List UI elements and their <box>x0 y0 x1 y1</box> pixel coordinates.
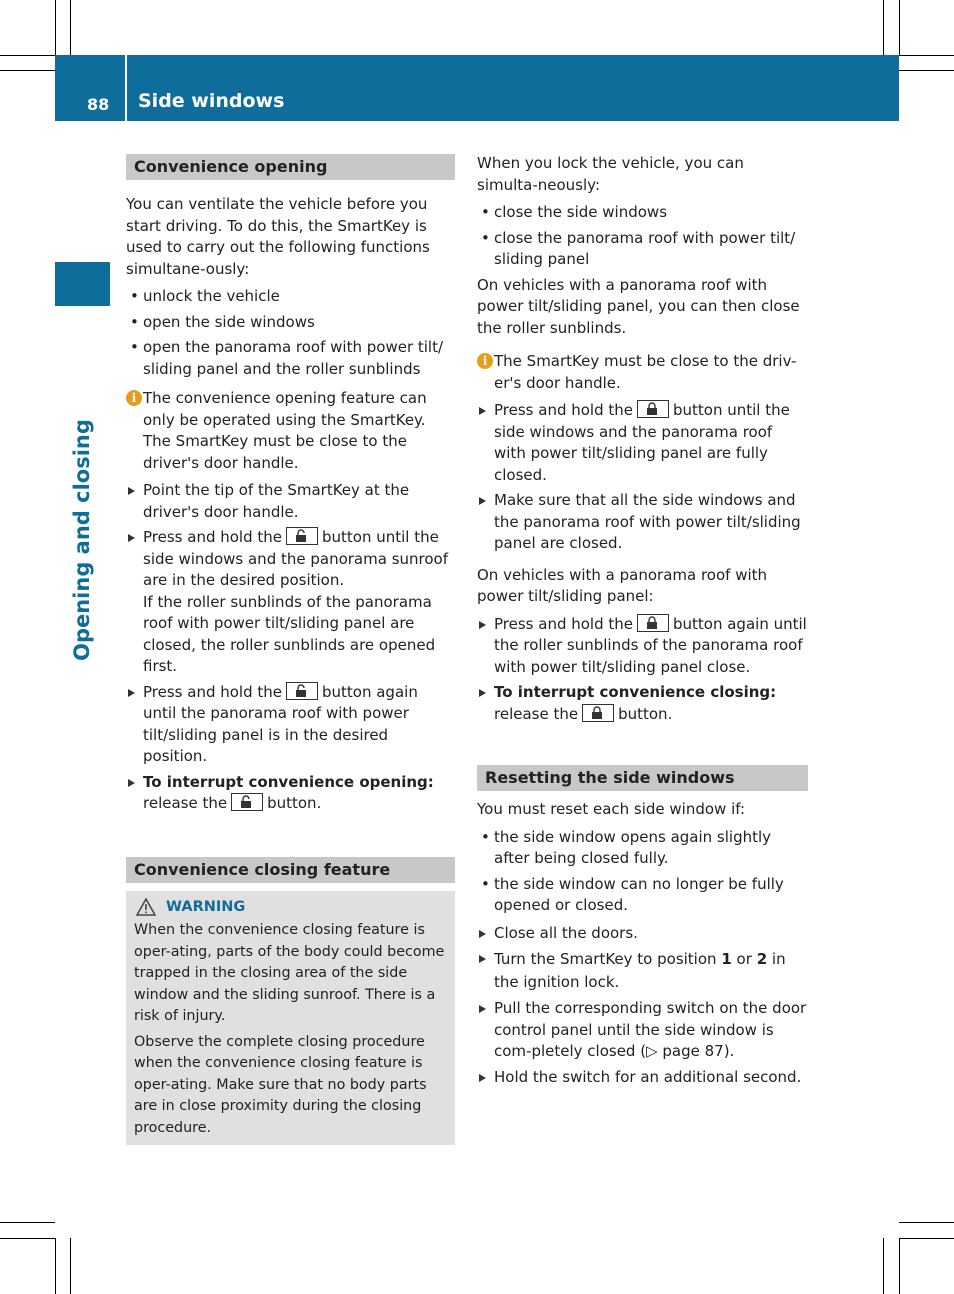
step-text: Make sure that all the side windows and the panorama roof with power tilt/sliding panel are closed. <box>494 491 801 552</box>
unlock-icon <box>231 793 263 811</box>
step-arrow-icon <box>128 779 135 787</box>
lock-icon <box>582 704 614 722</box>
step-item <box>477 1067 808 1089</box>
info-icon: i <box>477 353 493 369</box>
lock-icon <box>637 400 669 418</box>
step-item <box>477 400 808 486</box>
step-text: Point the tip of the SmartKey at the driver's door handle. <box>143 481 410 521</box>
step-text: button. <box>267 794 322 812</box>
info-note <box>477 351 808 394</box>
step-heading: To interrupt convenience opening: <box>143 772 434 791</box>
warning-heading <box>134 897 447 919</box>
step-item <box>126 480 455 523</box>
crop-mark <box>0 55 55 56</box>
step-text: in the ignition lock. <box>494 950 786 991</box>
list-item: • unlock the vehicle <box>126 286 455 308</box>
step-arrow-icon <box>479 407 486 415</box>
step-text: button again until the roller sunblinds of the panorama roof with power tilt/sliding panel close. <box>494 614 807 676</box>
step-item <box>126 682 455 768</box>
section-heading: Convenience closing feature <box>126 857 455 883</box>
crop-mark <box>70 1238 71 1294</box>
step-item <box>477 923 808 945</box>
crop-mark <box>899 1238 900 1294</box>
step-item <box>477 948 808 994</box>
crop-mark <box>0 1238 55 1239</box>
step-item <box>477 490 808 555</box>
crop-mark <box>899 1238 954 1239</box>
chapter-label: Opening and closing <box>70 419 94 661</box>
step-text: Press and hold the <box>494 401 633 419</box>
page-header <box>55 55 899 121</box>
step-text: button again until the panorama roof with power tilt/sliding panel is in the desired position. <box>143 682 418 765</box>
step-arrow-icon <box>128 534 135 542</box>
crop-mark <box>899 55 954 56</box>
list-item: • the side window opens again slightly after being closed fully. <box>477 827 808 870</box>
step-text: Close all the doors. <box>494 923 638 942</box>
section-heading: Resetting the side windows <box>477 765 808 791</box>
step-arrow-icon <box>479 930 486 938</box>
list-item: • open the panorama roof with power tilt/ sliding panel and the roller sunblinds <box>126 337 455 380</box>
step-text: Press and hold the <box>143 528 282 546</box>
info-icon: i <box>126 390 142 406</box>
paragraph: On vehicles with a panorama roof with power tilt/sliding panel, you can then close the roller sunblinds. <box>477 275 800 337</box>
crop-mark <box>0 1222 55 1223</box>
position-number: 1 <box>721 950 732 968</box>
lock-icon <box>637 614 669 632</box>
page-title: Side windows <box>138 90 285 112</box>
list-item: • the side window can no longer be fully opened or closed. <box>477 874 808 917</box>
step-text: Turn the SmartKey to position <box>494 950 717 968</box>
warning-triangle-icon <box>136 898 156 916</box>
unlock-icon <box>286 527 318 545</box>
paragraph: You must reset each side window if: <box>477 800 746 818</box>
step-arrow-icon <box>128 689 135 697</box>
step-text: Pull the corresponding switch on the door control panel until the side window is com-pletely closed (▷ page 87). <box>494 999 807 1060</box>
step-heading: To interrupt convenience closing: <box>494 683 777 701</box>
step-arrow-icon <box>128 487 135 495</box>
list-item: • close the panorama roof with power tilt/ sliding panel <box>477 228 808 271</box>
paragraph: When you lock the vehicle, you can simulta-neously: <box>477 154 744 194</box>
list-item: • close the side windows <box>477 202 808 224</box>
step-item <box>477 998 808 1063</box>
step-text: button until the side windows and the panorama sunroof are in the desired position. <box>143 528 448 589</box>
step-arrow-icon <box>479 621 486 629</box>
info-text: The SmartKey must be close to the driv-er's door handle. <box>494 352 797 392</box>
step-text: If the roller sunblinds of the panorama roof with power tilt/sliding panel are closed, the roller sunblinds are opened first. <box>143 592 436 675</box>
step-text: Press and hold the <box>494 614 633 633</box>
section-heading: Convenience opening <box>126 154 455 180</box>
warning-box <box>126 891 455 1146</box>
step-item <box>126 772 455 815</box>
position-number: 2 <box>756 950 768 968</box>
crop-mark <box>883 0 884 55</box>
warning-text: Observe the complete closing procedure when the convenience closing feature is oper-ating. Make sure that no body parts are in close proximity during the closing procedure. <box>134 1033 427 1136</box>
paragraph: On vehicles with a panorama roof with power tilt/sliding panel: <box>477 565 768 605</box>
step-arrow-icon <box>479 689 486 697</box>
step-text: Hold the switch for an additional second. <box>494 1067 802 1086</box>
paragraph: You can ventilate the vehicle before you start driving. To do this, the SmartKey is used to carry out the following functions simultane-ously: <box>126 195 430 278</box>
crop-mark <box>55 0 56 55</box>
column-right <box>477 153 808 1092</box>
column-left <box>126 154 455 1145</box>
crop-mark <box>899 1222 954 1223</box>
header-divider <box>125 55 127 121</box>
step-arrow-icon <box>479 1005 486 1013</box>
step-arrow-icon <box>479 497 486 505</box>
list-item: • open the side windows <box>126 312 455 334</box>
crop-mark <box>883 1238 884 1294</box>
chapter-tab <box>55 262 110 306</box>
step-text: button. <box>618 704 673 723</box>
step-text: release the <box>143 794 228 812</box>
warning-title: WARNING <box>166 898 246 915</box>
step-item <box>126 527 455 678</box>
crop-mark <box>0 70 55 71</box>
step-item <box>477 682 808 725</box>
unlock-icon <box>286 682 318 700</box>
step-text: button until the side windows and the panorama roof with power tilt/sliding panel are fully closed. <box>494 401 790 484</box>
step-arrow-icon <box>479 955 486 963</box>
crop-mark <box>899 70 954 71</box>
crop-mark <box>70 0 71 55</box>
info-note <box>126 388 455 474</box>
crop-mark <box>55 1238 56 1294</box>
step-arrow-icon <box>479 1074 486 1082</box>
step-text: release the <box>494 704 579 723</box>
step-text: or <box>736 950 752 968</box>
step-text: Press and hold the <box>143 682 282 701</box>
crop-mark <box>899 0 900 55</box>
info-text: The convenience opening feature can only be operated using the SmartKey. The SmartKey must be close to the driver's door handle. <box>143 389 427 472</box>
step-item <box>477 614 808 679</box>
warning-text: When the convenience closing feature is oper-ating, parts of the body could become trapped in the closing area of the side window and the sliding sunroof. There is a risk of injury. <box>134 922 445 1024</box>
page-number: 88 <box>87 95 110 114</box>
